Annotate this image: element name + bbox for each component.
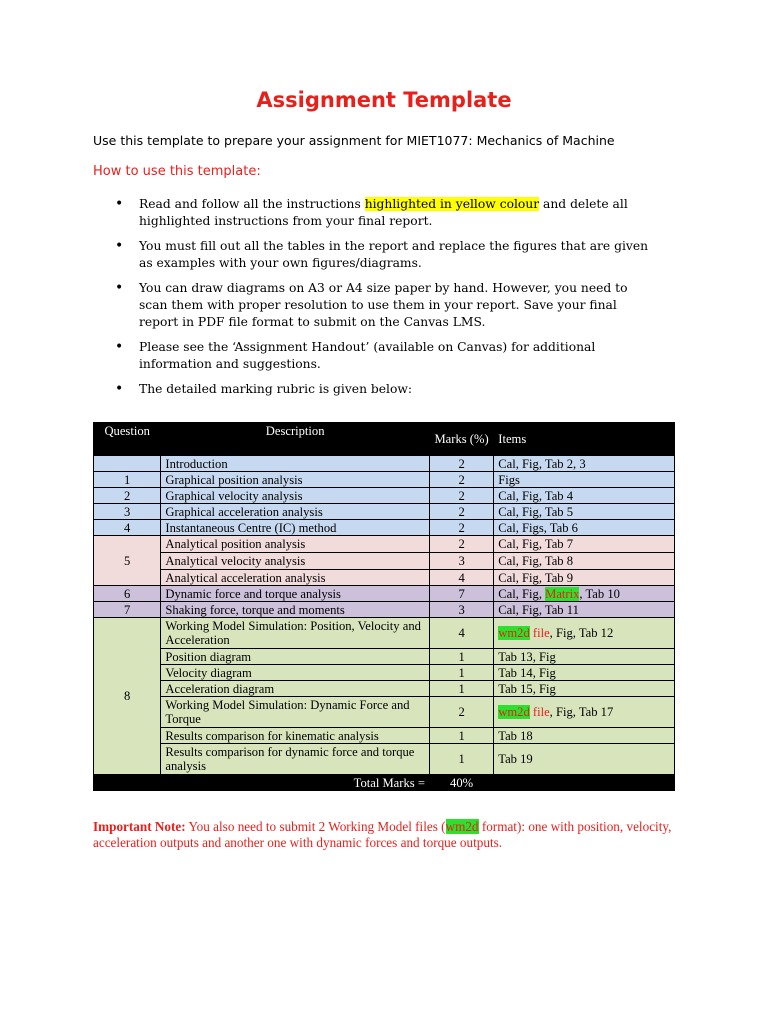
table-row: Analytical velocity analysis 3 Cal, Fig, Tab 8 bbox=[94, 553, 675, 570]
instruction-item: • Read and follow all the instructions highlighted in yellow colour and delete all highlighted instructions from your final report. bbox=[139, 196, 659, 230]
marking-rubric-table bbox=[93, 422, 675, 791]
header-items: Items bbox=[494, 423, 675, 456]
table-row: Results comparison for kinematic analysis 1 Tab 18 bbox=[94, 728, 675, 744]
how-to-heading: How to use this template: bbox=[93, 164, 261, 179]
instruction-item: • Please see the ‘Assignment Handout’ (available on Canvas) for additional information and suggestions. bbox=[139, 339, 659, 373]
header-description: Description bbox=[161, 423, 430, 456]
instruction-item: • You can draw diagrams on A3 or A4 size paper by hand. However, you need to scan them with proper resolution to use them in your report. Save your final report in PDF file format to submit on the Canvas LMS. bbox=[139, 280, 659, 331]
table-row: Results comparison for dynamic force and torque analysis 1 Tab 19 bbox=[94, 744, 675, 775]
page-title: Assignment Template bbox=[256, 88, 512, 112]
green-highlight: Matrix bbox=[545, 586, 580, 601]
total-label: Total Marks = bbox=[94, 775, 430, 791]
total-value: 40% bbox=[429, 775, 493, 791]
table-row: Working Model Simulation: Dynamic Force and Torque 2 wm2d file, Fig, Tab 17 bbox=[94, 697, 675, 728]
total-row bbox=[94, 775, 675, 791]
table-row: 4 Instantaneous Centre (IC) method 2 Cal, Figs, Tab 6 bbox=[94, 520, 675, 536]
green-highlight: wm2d bbox=[498, 626, 530, 640]
instruction-item: • The detailed marking rubric is given below: bbox=[139, 381, 659, 398]
header-marks: Marks (%) bbox=[429, 423, 493, 456]
table-row: 2 Graphical velocity analysis 2 Cal, Fig, Tab 4 bbox=[94, 488, 675, 504]
instruction-item: • You must fill out all the tables in the report and replace the figures that are given as examples with your own figures/diagrams. bbox=[139, 238, 659, 272]
table-row: Velocity diagram 1 Tab 14, Fig bbox=[94, 665, 675, 681]
table-row: Analytical acceleration analysis 4 Cal, Fig, Tab 9 bbox=[94, 570, 675, 586]
table-row: Introduction 2 Cal, Fig, Tab 2, 3 bbox=[94, 456, 675, 472]
important-note-label: Important Note: bbox=[93, 819, 186, 834]
table-row: 3 Graphical acceleration analysis 2 Cal, Fig, Tab 5 bbox=[94, 504, 675, 520]
green-highlight: wm2d bbox=[445, 819, 479, 834]
table-row: 8 Working Model Simulation: Position, Velocity and Acceleration 4 wm2d file, Fig, Tab 12 bbox=[94, 618, 675, 649]
table-row: 5 Analytical position analysis 2 Cal, Fig, Tab 7 bbox=[94, 536, 675, 553]
table-row: 7 Shaking force, torque and moments 3 Cal, Fig, Tab 11 bbox=[94, 602, 675, 618]
green-highlight: wm2d bbox=[498, 705, 530, 719]
table-header-row bbox=[94, 423, 675, 456]
table-row: Acceleration diagram 1 Tab 15, Fig bbox=[94, 681, 675, 697]
intro-text: Use this template to prepare your assignment for MIET1077: Mechanics of Machine bbox=[93, 133, 615, 148]
header-question: Question bbox=[94, 423, 161, 456]
instruction-list bbox=[139, 196, 659, 398]
important-note: Important Note: You also need to submit 2 Working Model files (wm2d format): one with position, velocity, acceleration outputs and another one with dynamic forces and torque outputs. bbox=[93, 819, 672, 850]
table-row: 6 Dynamic force and torque analysis 7 Cal, Fig, Matrix, Tab 10 bbox=[94, 586, 675, 602]
table-row: 1 Graphical position analysis 2 Figs bbox=[94, 472, 675, 488]
table-row: Position diagram 1 Tab 13, Fig bbox=[94, 649, 675, 665]
yellow-highlight: highlighted in yellow colour bbox=[364, 197, 540, 211]
